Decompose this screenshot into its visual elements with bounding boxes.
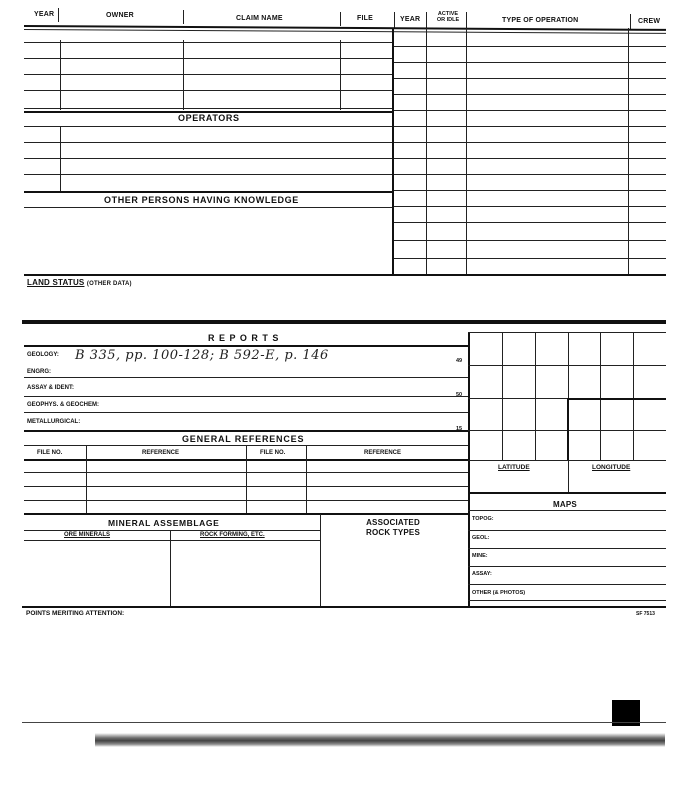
report-num-49: 49: [456, 358, 463, 364]
gr-header-reference-1: REFERENCE: [142, 450, 180, 456]
header-file: FILE: [357, 15, 373, 22]
reports-title: R E P O R T S: [208, 333, 280, 343]
gr-header-reference-2: REFERENCE: [364, 450, 402, 456]
report-label-engrg: ENGRG:: [27, 369, 51, 375]
gr-header-file-no-1: FILE NO.: [37, 450, 63, 456]
operators-label: OPERATORS: [178, 113, 240, 123]
header-claim-name: CLAIM NAME: [236, 15, 283, 22]
points-meriting-attention-label: POINTS MERITING ATTENTION:: [26, 610, 125, 617]
report-label-geology: GEOLOGY:: [27, 352, 59, 358]
gr-header-file-no-2: FILE NO.: [260, 450, 286, 456]
header-active-or-idle: ACTIVE OR IDLE: [436, 11, 460, 23]
maps-geol: GEOL:: [472, 535, 490, 541]
header-type-of-operation: TYPE OF OPERATION: [502, 17, 579, 24]
maps-assay: ASSAY:: [472, 571, 492, 577]
report-label-geophys: GEOPHYS. & GEOCHEM:: [27, 402, 100, 408]
form-number: SF 7513: [636, 611, 655, 617]
maps-mine: MINE:: [472, 553, 488, 559]
report-label-metallurgical: METALLURGICAL:: [27, 419, 81, 425]
other-persons-label: OTHER PERSONS HAVING KNOWLEDGE: [104, 195, 299, 205]
header-crew: CREW: [638, 18, 661, 25]
associated-rock-types: ASSOCIATED ROCK TYPES: [365, 518, 420, 537]
land-status-label: LAND STATUS (OTHER DATA): [27, 278, 132, 287]
header-owner: OWNER: [106, 12, 134, 19]
rock-forming-header: ROCK FORMING, ETC.: [200, 532, 265, 538]
header-year: YEAR: [34, 11, 55, 18]
scan-edge-smudge: [95, 733, 665, 747]
report-num-50: 50: [456, 392, 463, 398]
report-num-15: 15: [456, 426, 463, 432]
maps-topog: TOPOG:: [472, 516, 494, 522]
ore-minerals-header: ORE MINERALS: [64, 532, 111, 538]
latitude-label: LATITUDE: [498, 464, 530, 471]
maps-other-photos: OTHER (& PHOTOS): [472, 590, 526, 596]
longitude-label: LONGITUDE: [592, 464, 631, 471]
maps-title: MAPS: [553, 500, 577, 509]
header-year-2: YEAR: [400, 16, 421, 23]
mineral-assemblage-title: MINERAL ASSEMBLAGE: [108, 518, 220, 528]
geology-handwritten: B 335, pp. 100-128; B 592-E, p. 146: [75, 348, 329, 363]
general-references-title: GENERAL REFERENCES: [182, 434, 305, 444]
report-label-assay: ASSAY & IDENT:: [27, 385, 75, 391]
